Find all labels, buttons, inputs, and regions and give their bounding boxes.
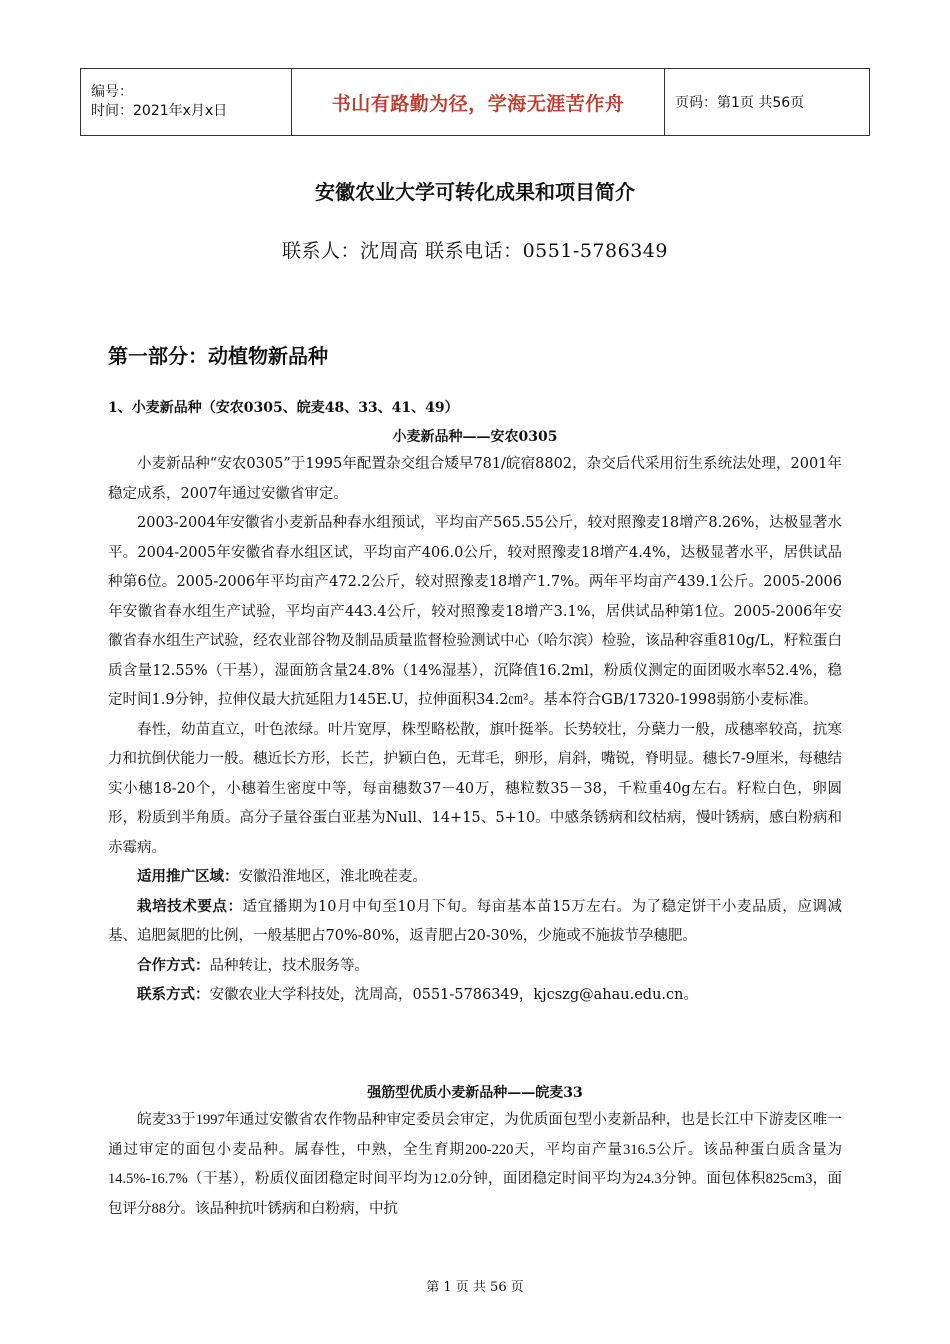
contact-line: 联系人：沈周高 联系电话：0551-5786349	[282, 240, 668, 262]
area-paragraph	[108, 863, 842, 893]
subtitle-wanmai: 强筋型优质小麦新品种——皖麦33	[367, 1085, 583, 1101]
section-anong-body	[108, 450, 842, 1011]
coop-paragraph	[108, 952, 842, 982]
motto: 书山有路勤为径，学海无涯苦作舟	[292, 69, 665, 136]
number-label: 编号：	[91, 84, 133, 100]
page-footer: 第 1 页 共 56 页	[426, 1280, 524, 1295]
time-label: 时间：2021年x月x日	[91, 103, 228, 119]
paragraph: 皖麦33于1997年通过安徽省农作物品种审定委员会审定，为优质面包型小麦新品种，也是长江中下游麦区唯一通过审定的面包小麦品种。属春性，中熟，全生育期200-220天，平均亩产量316.5公斤。该品种蛋白质含量为14.5%-16.7%（干基），粉质仪面团稳定时间平均为12.0分钟，面团稳定时间平均为24.3分钟。面包体积825cm3，面包评分88分。该品种抗叶锈病和白粉病，中抗	[108, 1112, 842, 1217]
area-label: 适用推广区域：	[137, 869, 239, 885]
section-heading: 1、小麦新品种（安农0305、皖麦48、33、41、49）	[108, 400, 459, 416]
section-wanmai-body	[108, 1106, 842, 1224]
coop-text: 品种转让，技术服务等。	[209, 957, 369, 974]
part-heading: 第一部分：动植物新品种	[108, 344, 328, 368]
contact-paragraph	[108, 981, 842, 1011]
document-title: 安徽农业大学可转化成果和项目简介	[315, 180, 635, 204]
coop-label: 合作方式：	[137, 957, 210, 974]
document-header	[80, 68, 870, 136]
paragraph: 春性，幼苗直立，叶色浓绿。叶片宽厚，株型略松散，旗叶挺举。长势较壮，分蘖力一般，成穗率较高，抗寒力和抗倒伏能力一般。穗近长方形，长芒，护颖白色，无茸毛，卵形，肩斜，嘴锐，脊明显。穗长7-9厘米，每穗结实小穗18-20个，小穗着生密度中等，每亩穗数37－40万，穗粒数35－38，千粒重40g左右。籽粒白色，卵圆形，粉质到半角质。高分子量谷蛋白亚基为Null、14+15、5+10。中感条锈病和纹枯病，慢叶锈病，感白粉病和赤霉病。	[108, 721, 842, 856]
contact-label: 联系方式：	[137, 987, 210, 1003]
contact-text: 安徽农业大学科技处，沈周高，0551-5786349，kjcszg@ahau.edu.cn。	[209, 987, 698, 1003]
tech-label: 栽培技术要点：	[137, 898, 243, 915]
subtitle-anong: 小麦新品种——安农0305	[392, 429, 558, 445]
page-info: 页码：第1页 共56页	[665, 69, 870, 136]
paragraph: 2003-2004年安徽省小麦新品种春水组预试，平均亩产565.55公斤，较对照豫麦18增产8.26%，达极显著水平。2004-2005年安徽省春水组区试，平均亩产406.0公斤，较对照豫麦18增产4.4%，达极显著水平，居供试品种第6位。2005-2006年平均亩产472.2公斤，较对照豫麦18增产1.7%。两年平均亩产439.1公斤。2005-2006年安徽省春水组生产试验，平均亩产443.4公斤，较对照豫麦18增产3.1%，居供试品种第1位。2005-2006年安徽省春水组生产试验，经农业部谷物及制品质量监督检验测试中心（哈尔滨）检验，该品种容重810g/L，籽粒蛋白质含量12.55%（干基），湿面筋含量24.8%（14%湿基），沉降值16.2ml，粉质仪测定的面团吸水率52.4%，稳定时间1.9分钟，拉伸仪最大抗延阻力145E.U，拉伸面积34.2㎝²。基本符合GB/17320-1998弱筋小麦标准。	[108, 515, 842, 708]
area-text: 安徽沿淮地区，淮北晚茬麦。	[238, 869, 427, 885]
header-meta	[81, 69, 292, 136]
paragraph: 小麦新品种“安农0305”于1995年配置杂交组合矮早781/皖宿8802，杂交后代采用衍生系统法处理，2001年稳定成系，2007年通过安徽省审定。	[108, 456, 842, 502]
tech-text: 适宜播期为10月中旬至10月下旬。每亩基本苗15万左右。为了稳定饼干小麦品质，应调减基、追肥氮肥的比例，一般基肥占70%-80%，返青肥占20-30%，少施或不施拔节孕穗肥。	[108, 898, 843, 944]
tech-paragraph	[108, 893, 842, 952]
